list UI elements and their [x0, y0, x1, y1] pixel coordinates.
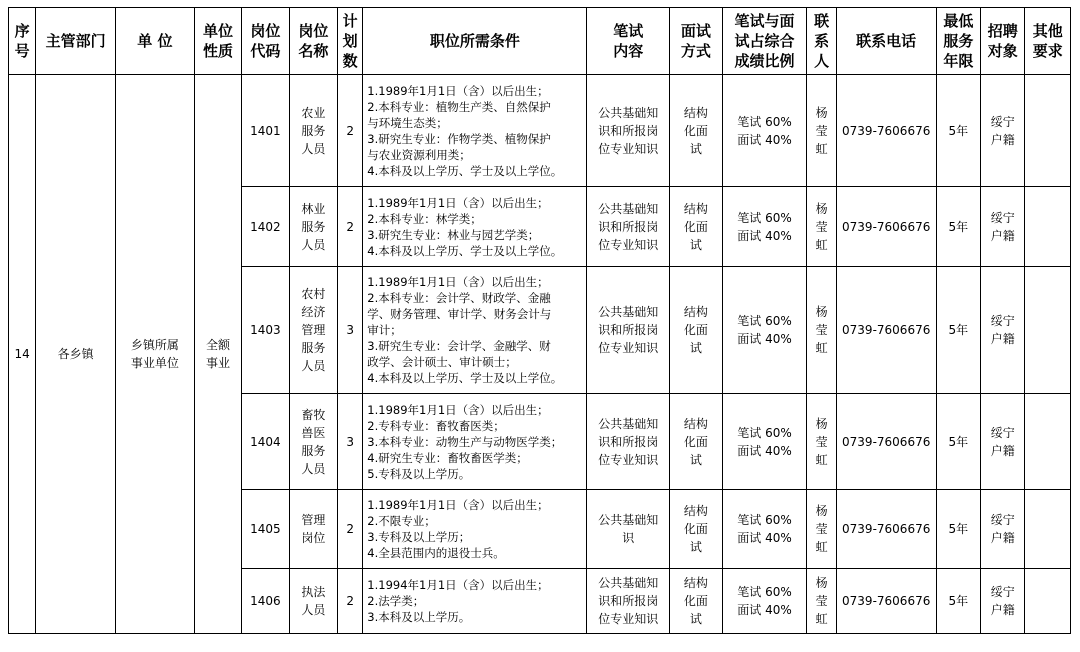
min-service-years: 5年 [936, 267, 980, 394]
exam-content: 公共基础知 识和所报岗 位专业知识 [587, 267, 670, 394]
interview-method: 结构 化面 试 [670, 187, 722, 267]
other-requirements [1025, 267, 1071, 394]
job-name: 管理 岗位 [289, 490, 337, 569]
contact-person: 杨 莹 虹 [807, 267, 836, 394]
plan-count: 2 [338, 187, 363, 267]
contact-person: 杨 莹 虹 [807, 187, 836, 267]
recruitment-table [8, 7, 1071, 634]
exam-content: 公共基础知 识和所报岗 位专业知识 [587, 187, 670, 267]
header-unit: 单 位 [116, 8, 195, 75]
header-other: 其他 要求 [1025, 8, 1071, 75]
contact-person: 杨 莹 虹 [807, 490, 836, 569]
header-seq: 序 号 [9, 8, 36, 75]
job-requirements: 1.1989年1月1日（含）以后出生； 2.专科专业：畜牧畜医类； 3.本科专业：动物生产与动物医学类； 4.研究生专业：畜牧畜医学类； 5.专科及以上学历。 [363, 394, 587, 490]
interview-method: 结构 化面 试 [670, 267, 722, 394]
contact-phone: 0739-7606676 [836, 490, 936, 569]
exam-content: 公共基础知 识 [587, 490, 670, 569]
recruit-target: 绥宁 户籍 [981, 490, 1025, 569]
min-service-years: 5年 [936, 75, 980, 187]
job-name: 林业 服务 人员 [289, 187, 337, 267]
job-requirements: 1.1989年1月1日（含）以后出生； 2.本科专业：林学类； 3.研究生专业：林业与园艺学类； 4.本科及以上学历、学士及以上学位。 [363, 187, 587, 267]
group-dept: 各乡镇 [36, 75, 116, 634]
contact-person: 杨 莹 虹 [807, 569, 836, 634]
score-ratio: 笔试 60% 面试 40% [722, 267, 807, 394]
job-code: 1402 [242, 187, 289, 267]
interview-method: 结构 化面 试 [670, 490, 722, 569]
job-code: 1401 [242, 75, 289, 187]
plan-count: 2 [338, 569, 363, 634]
job-name: 农业 服务 人员 [289, 75, 337, 187]
header-code: 岗位 代码 [242, 8, 289, 75]
recruit-target: 绥宁 户籍 [981, 267, 1025, 394]
contact-person: 杨 莹 虹 [807, 394, 836, 490]
group-unit: 乡镇所属 事业单位 [116, 75, 195, 634]
score-ratio: 笔试 60% 面试 40% [722, 75, 807, 187]
contact-phone: 0739-7606676 [836, 569, 936, 634]
header-plan: 计 划 数 [338, 8, 363, 75]
header-name: 岗位 名称 [289, 8, 337, 75]
job-name: 执法 人员 [289, 569, 337, 634]
interview-method: 结构 化面 试 [670, 394, 722, 490]
job-name: 畜牧 兽医 服务 人员 [289, 394, 337, 490]
job-code: 1406 [242, 569, 289, 634]
plan-count: 2 [338, 75, 363, 187]
min-service-years: 5年 [936, 394, 980, 490]
other-requirements [1025, 187, 1071, 267]
exam-content: 公共基础知 识和所报岗 位专业知识 [587, 394, 670, 490]
contact-phone: 0739-7606676 [836, 394, 936, 490]
job-requirements: 1.1989年1月1日（含）以后出生； 2.不限专业； 3.专科及以上学历； 4.全县范围内的退役士兵。 [363, 490, 587, 569]
score-ratio: 笔试 60% 面试 40% [722, 187, 807, 267]
plan-count: 2 [338, 490, 363, 569]
header-exam-content: 笔试 内容 [587, 8, 670, 75]
score-ratio: 笔试 60% 面试 40% [722, 569, 807, 634]
header-phone: 联系电话 [836, 8, 936, 75]
header-interview: 面试 方式 [670, 8, 722, 75]
other-requirements [1025, 75, 1071, 187]
header-requirements: 职位所需条件 [363, 8, 587, 75]
recruit-target: 绥宁 户籍 [981, 569, 1025, 634]
recruit-target: 绥宁 户籍 [981, 394, 1025, 490]
header-dept: 主管部门 [36, 8, 116, 75]
other-requirements [1025, 569, 1071, 634]
other-requirements [1025, 394, 1071, 490]
header-min-years: 最低 服务 年限 [936, 8, 980, 75]
other-requirements [1025, 490, 1071, 569]
header-row [9, 8, 1071, 75]
min-service-years: 5年 [936, 187, 980, 267]
header-ratio: 笔试与面 试占综合 成绩比例 [722, 8, 807, 75]
header-target: 招聘 对象 [981, 8, 1025, 75]
header-contact: 联 系 人 [807, 8, 836, 75]
group-seq: 14 [9, 75, 36, 634]
exam-content: 公共基础知 识和所报岗 位专业知识 [587, 569, 670, 634]
job-requirements: 1.1989年1月1日（含）以后出生； 2.本科专业：植物生产类、自然保护 与环境生态类； 3.研究生专业：作物学类、植物保护 与农业资源利用类； 4.本科及以上学历、学士及以上学位。 [363, 75, 587, 187]
interview-method: 结构 化面 试 [670, 75, 722, 187]
score-ratio: 笔试 60% 面试 40% [722, 490, 807, 569]
exam-content: 公共基础知 识和所报岗 位专业知识 [587, 75, 670, 187]
job-requirements: 1.1989年1月1日（含）以后出生； 2.本科专业：会计学、财政学、金融 学、财务管理、审计学、财务会计与 审计； 3.研究生专业：会计学、金融学、财 政学、会计硕士、审计硕士； 4.本科及以上学历、学士及以上学位。 [363, 267, 587, 394]
plan-count: 3 [338, 394, 363, 490]
contact-phone: 0739-7606676 [836, 267, 936, 394]
recruit-target: 绥宁 户籍 [981, 75, 1025, 187]
job-code: 1404 [242, 394, 289, 490]
group-nature: 全额 事业 [194, 75, 241, 634]
min-service-years: 5年 [936, 569, 980, 634]
contact-person: 杨 莹 虹 [807, 75, 836, 187]
interview-method: 结构 化面 试 [670, 569, 722, 634]
header-nature: 单位 性质 [194, 8, 241, 75]
job-requirements: 1.1994年1月1日（含）以后出生； 2.法学类； 3.本科及以上学历。 [363, 569, 587, 634]
job-name: 农村 经济 管理 服务 人员 [289, 267, 337, 394]
min-service-years: 5年 [936, 490, 980, 569]
recruit-target: 绥宁 户籍 [981, 187, 1025, 267]
score-ratio: 笔试 60% 面试 40% [722, 394, 807, 490]
table-row [9, 75, 1071, 187]
job-code: 1403 [242, 267, 289, 394]
job-code: 1405 [242, 490, 289, 569]
contact-phone: 0739-7606676 [836, 187, 936, 267]
plan-count: 3 [338, 267, 363, 394]
contact-phone: 0739-7606676 [836, 75, 936, 187]
